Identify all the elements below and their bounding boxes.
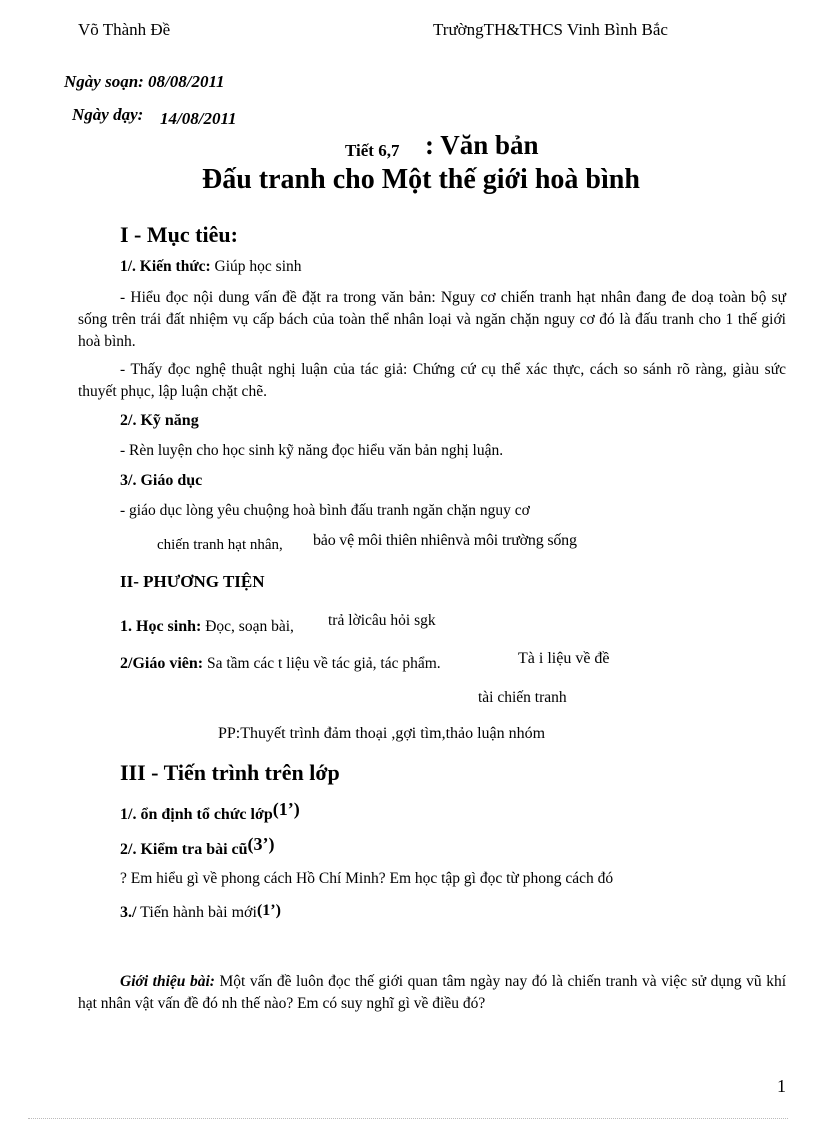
student-text-2: trả lờicâu hỏi sgk	[328, 612, 436, 629]
skill-label: 2/. Kỹ năng	[120, 412, 199, 429]
prep-date: Ngày soạn: 08/08/2011	[64, 72, 225, 91]
section3-heading: III - Tiến trình trên lớp	[120, 760, 340, 785]
teacher-text-3: tài chiến tranh	[478, 689, 567, 706]
footer-divider	[28, 1118, 788, 1119]
step2-label: 2/. Kiểm tra bài cũ	[120, 841, 248, 858]
knowledge-label: 1/. Kiến thức:	[120, 258, 211, 275]
header-school: TrườngTH&THCS Vinh Bình Bắc	[433, 20, 668, 39]
header-author: Võ Thành Đề	[78, 20, 171, 39]
edu-text-2a: chiến tranh hạt nhân,	[157, 537, 283, 553]
knowledge-text: Giúp học sinh	[214, 258, 302, 275]
intro-label: Giới thiệu bài:	[120, 973, 215, 990]
student-line	[120, 618, 294, 636]
intro-text: Một vấn đề luôn đọc thế giới quan tâm ngày nay đó là chiến tranh và việc sử dụng vũ khí hạt nhân vật vấn đề đó nh thế nào? Em có suy nghĩ gì về điều đó?	[78, 973, 787, 1012]
step3-text: Tiến hành bài mới	[140, 904, 257, 921]
student-label: 1. Học sinh:	[120, 618, 202, 635]
student-text: Đọc, soạn bài,	[205, 618, 294, 635]
section2-heading: II- PHƯƠNG TIỆN	[120, 572, 265, 591]
step3-label: 3./	[120, 904, 137, 921]
edu-text-1: - giáo dục lòng yêu chuộng hoà bình đấu tranh ngăn chặn nguy cơ	[120, 502, 530, 519]
teacher-text-2: Tà i liệu về đề	[518, 650, 610, 667]
section1-heading: I - Mục tiêu:	[120, 222, 238, 247]
step2-line	[120, 834, 275, 859]
teacher-label: 2/Giáo viên:	[120, 655, 204, 672]
teacher-text: Sa tầm các t liệu về tác giả, tác phẩm.	[206, 655, 441, 672]
step1-label: 1/. ổn định tổ chức lớp	[120, 806, 273, 823]
step3-time: (1’)	[256, 902, 281, 919]
step2-time: (3’)	[247, 834, 275, 854]
knowledge-line	[120, 258, 302, 276]
page-title: Đấu tranh cho Một thế giới hoà bình	[202, 164, 640, 195]
lesson-type: : Văn bản	[425, 130, 539, 160]
step3-line	[120, 904, 281, 922]
review-question: ? Em hiểu gì về phong cách Hồ Chí Minh? Em học tập gì đọc từ phong cách đó	[120, 870, 614, 887]
edu-label: 3/. Giáo dục	[120, 472, 203, 489]
teacher-line	[120, 655, 441, 673]
objective-paragraph-2: - Thấy đọc nghệ thuật nghị luận của tác giả: Chứng cứ cụ thể xác thực, cách so sánh rõ ràng, giàu sức thuyết phục, lập luận chặt chẽ.	[78, 361, 786, 400]
teach-label: Ngày dạy:	[72, 105, 144, 124]
method-text: PP:Thuyết trình đảm thoại ,gợi tìm,thảo luận nhóm	[218, 725, 546, 742]
intro-paragraph	[78, 971, 786, 1015]
lesson-number: Tiết 6,7	[345, 141, 400, 160]
page-number: 1	[777, 1076, 786, 1096]
edu-text-2b: bảo vệ môi thiên nhiênvà môi trường sống	[313, 532, 577, 549]
step1-time: (1’)	[272, 799, 300, 819]
objective-paragraph-1: - Hiểu đọc nội dung vấn đề đặt ra trong văn bản: Nguy cơ chiến tranh hạt nhân đang đe doạ toàn bộ sự sống trên trái đất nhiệm vụ cấp bách của toàn thể nhân loại và ngăn chặn nguy cơ đó là đấu tranh cho 1 thế giới hoà bình.	[78, 289, 786, 350]
skill-text: - Rèn luyện cho học sinh kỹ năng đọc hiểu văn bản nghị luận.	[120, 442, 504, 459]
teach-date: 14/08/2011	[160, 109, 237, 128]
step1-line	[120, 799, 300, 824]
